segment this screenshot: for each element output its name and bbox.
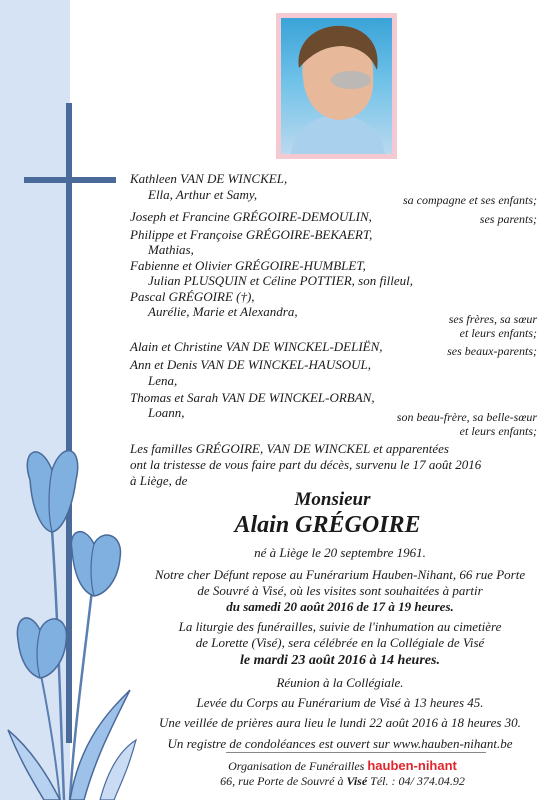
portrait-frame	[276, 13, 397, 159]
relation-label: sa compagne et ses enfants;	[403, 193, 537, 207]
detail-line: La liturgie des funérailles, suivie de l'inhumation au cimetière	[178, 619, 502, 634]
detail-line: de Lorette (Visé), sera célébrée en la Collégiale de Visé	[195, 635, 485, 650]
family-line: Alain et Christine VAN DE WINCKEL-DELIËN,	[130, 339, 383, 354]
birth-info: né à Liège le 20 septembre 1961.	[254, 545, 426, 560]
relation-label: ses frères, sa sœur	[448, 312, 537, 326]
family-line: Philippe et Françoise GRÉGOIRE-BEKAERT,	[130, 227, 373, 242]
detail-line: de Souvré à Visé, où les visites sont souhaitées à partir	[197, 583, 483, 598]
footer-org-prefix: Organisation de Funérailles	[228, 759, 365, 773]
relation-label: et leurs enfants;	[459, 326, 537, 340]
family-line: Kathleen VAN DE WINCKEL,	[130, 171, 288, 186]
deceased-title: Monsieur	[294, 489, 371, 510]
family-line: Julian PLUSQUIN et Céline POTTIER, son filleul,	[148, 273, 414, 288]
footer-divider	[226, 752, 486, 753]
family-line: Ann et Denis VAN DE WINCKEL-HAUSOUL,	[130, 357, 371, 372]
family-line: Pascal GRÉGOIRE (†),	[130, 289, 255, 304]
announcement-line: à Liège, de	[130, 473, 188, 488]
detail-line: Notre cher Défunt repose au Funérarium Hauben-Nihant, 66 rue Porte	[154, 567, 526, 582]
relation-label: et leurs enfants;	[459, 424, 537, 438]
relation-label: ses parents;	[479, 212, 537, 226]
brand-logo: hauben-nihant	[367, 758, 457, 773]
footer-address-prefix: 66, rue Porte de Souvré à	[220, 774, 344, 788]
family-line: Lena,	[148, 373, 178, 388]
ceremony-time: le mardi 23 août 2016 à 14 heures.	[240, 653, 440, 668]
relation-label: son beau-frère, sa belle-sœur	[396, 410, 537, 424]
detail-line: Réunion à la Collégiale.	[276, 675, 404, 690]
announcement-line: ont la tristesse de vous faire part du décès, survenu le 17 août 2016	[130, 457, 482, 472]
family-line: Mathias,	[148, 242, 194, 257]
family-line: Ella, Arthur et Samy,	[148, 187, 258, 202]
footer-address-city: Visé	[346, 774, 368, 788]
family-line: Aurélie, Marie et Alexandra,	[148, 304, 298, 319]
family-line: Fabienne et Olivier GRÉGOIRE-HUMBLET,	[130, 258, 366, 273]
detail-line: Levée du Corps au Funérarium de Visé à 13 heures 45.	[196, 695, 484, 710]
detail-line: Une veillée de prières aura lieu le lundi 22 août 2016 à 18 heures 30.	[159, 715, 521, 730]
announcement-line: Les familles GRÉGOIRE, VAN DE WINCKEL et apparentées	[130, 441, 449, 456]
cross-bar	[24, 177, 116, 183]
footer-address	[0, 774, 545, 789]
family-line: Joseph et Francine GRÉGOIRE-DEMOULIN,	[130, 209, 372, 224]
family-line: Thomas et Sarah VAN DE WINCKEL-ORBAN,	[130, 390, 375, 405]
portrait-photo	[281, 18, 392, 154]
footer-phone: Tél. : 04/ 374.04.92	[370, 774, 465, 788]
detail-line: Un registre de condoléances est ouvert sur www.hauben-nihant.be	[167, 736, 513, 751]
family-line: Loann,	[148, 405, 185, 420]
footer-organisation	[0, 758, 545, 774]
visit-time: du samedi 20 août 2016 de 17 à 19 heures.	[226, 599, 454, 614]
relation-label: ses beaux-parents;	[447, 344, 537, 358]
deceased-name: Alain GRÉGOIRE	[234, 512, 421, 538]
